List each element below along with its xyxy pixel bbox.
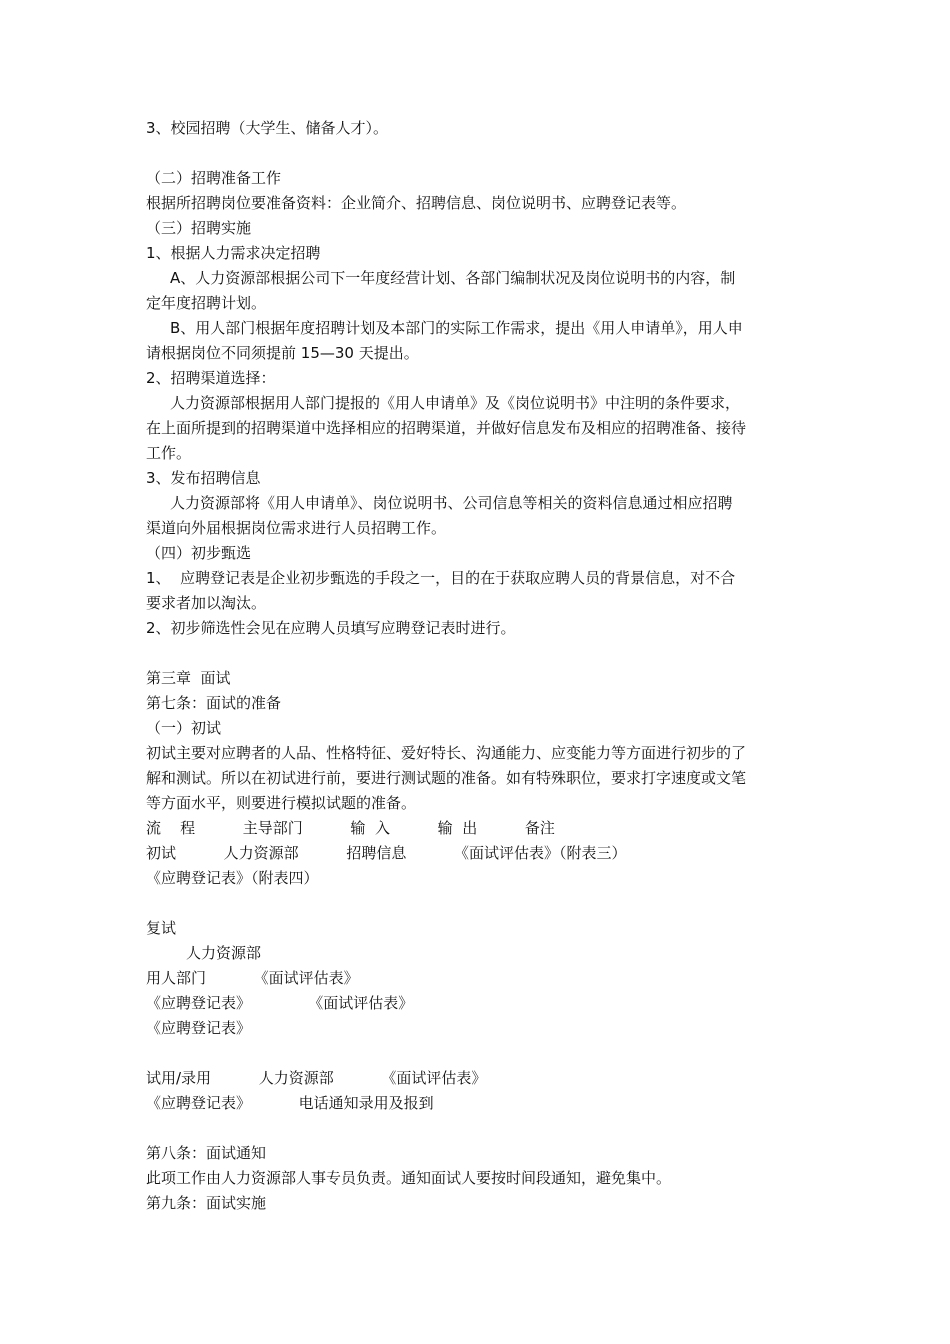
table-row: 试用/录用 人力资源部 《面试评估表》 bbox=[146, 1069, 487, 1087]
section-heading: （二）招聘准备工作 bbox=[146, 169, 282, 187]
text-line: 要求者加以淘汰。 bbox=[146, 594, 267, 612]
table-row: 复试 bbox=[146, 919, 177, 937]
text-line: 工作。 bbox=[146, 444, 192, 462]
section-heading: （一）初试 bbox=[146, 719, 222, 737]
section-heading: （三）招聘实施 bbox=[146, 219, 252, 237]
article-heading: 第九条：面试实施 bbox=[146, 1194, 267, 1212]
table-header-row: 流 程 主导部门 输 入 输 出 备注 bbox=[146, 819, 555, 837]
text-line: A、人力资源部根据公司下一年度经营计划、各部门编制状况及岗位说明书的内容，制 bbox=[170, 269, 736, 287]
text-line: 1、根据人力需求决定招聘 bbox=[146, 244, 321, 262]
text-line: 定年度招聘计划。 bbox=[146, 294, 267, 312]
text-line: 此项工作由人力资源部人事专员负责。通知面试人要按时间段通知，避免集中。 bbox=[146, 1169, 672, 1187]
text-line: 渠道向外届根据岗位需求进行人员招聘工作。 bbox=[146, 519, 447, 537]
text-line: 人力资源部根据用人部门提报的《用人申请单》及《岗位说明书》中注明的条件要求， bbox=[170, 394, 741, 412]
table-row: 《应聘登记表》 电话通知录用及报到 bbox=[146, 1094, 434, 1112]
table-row: 《应聘登记表》 bbox=[146, 1019, 252, 1037]
text-line: 等方面水平，则要进行模拟试题的准备。 bbox=[146, 794, 417, 812]
text-line: B、用人部门根据年度招聘计划及本部门的实际工作需求，提出《用人申请单》，用人申 bbox=[170, 319, 743, 337]
section-heading: （四）初步甄选 bbox=[146, 544, 252, 562]
text-line: 请根据岗位不同须提前 15—30 天提出。 bbox=[146, 344, 419, 362]
article-heading: 第八条：面试通知 bbox=[146, 1144, 267, 1162]
text-line: 根据所招聘岗位要准备资料：企业简介、招聘信息、岗位说明书、应聘登记表等。 bbox=[146, 194, 687, 212]
text-line: 3、校园招聘（大学生、储备人才）。 bbox=[146, 119, 389, 137]
table-row: 初试 人力资源部 招聘信息 《面试评估表》（附表三） bbox=[146, 844, 627, 862]
text-line: 人力资源部将《用人申请单》、岗位说明书、公司信息等相关的资料信息通过相应招聘 bbox=[170, 494, 733, 512]
table-row: 《应聘登记表》 《面试评估表》 bbox=[146, 994, 414, 1012]
text-line: 2、初步筛选性会见在应聘人员填写应聘登记表时进行。 bbox=[146, 619, 516, 637]
text-line: 3、发布招聘信息 bbox=[146, 469, 261, 487]
article-heading: 第七条：面试的准备 bbox=[146, 694, 282, 712]
table-row: 人力资源部 bbox=[186, 944, 262, 962]
table-row: 《应聘登记表》（附表四） bbox=[146, 869, 319, 887]
text-line: 在上面所提到的招聘渠道中选择相应的招聘渠道，并做好信息发布及相应的招聘准备、接待 bbox=[146, 419, 747, 437]
text-line: 解和测试。所以在初试进行前，要进行测试题的准备。如有特殊职位，要求打字速度或文笔 bbox=[146, 769, 747, 787]
text-line: 2、招聘渠道选择： bbox=[146, 369, 276, 387]
chapter-heading: 第三章 面试 bbox=[146, 669, 231, 687]
text-line: 1、 应聘登记表是企业初步甄选的手段之一，目的在于获取应聘人员的背景信息，对不合 bbox=[146, 569, 736, 587]
text-line: 初试主要对应聘者的人品、性格特征、爱好特长、沟通能力、应变能力等方面进行初步的了 bbox=[146, 744, 747, 762]
table-row: 用人部门 《面试评估表》 bbox=[146, 969, 359, 987]
